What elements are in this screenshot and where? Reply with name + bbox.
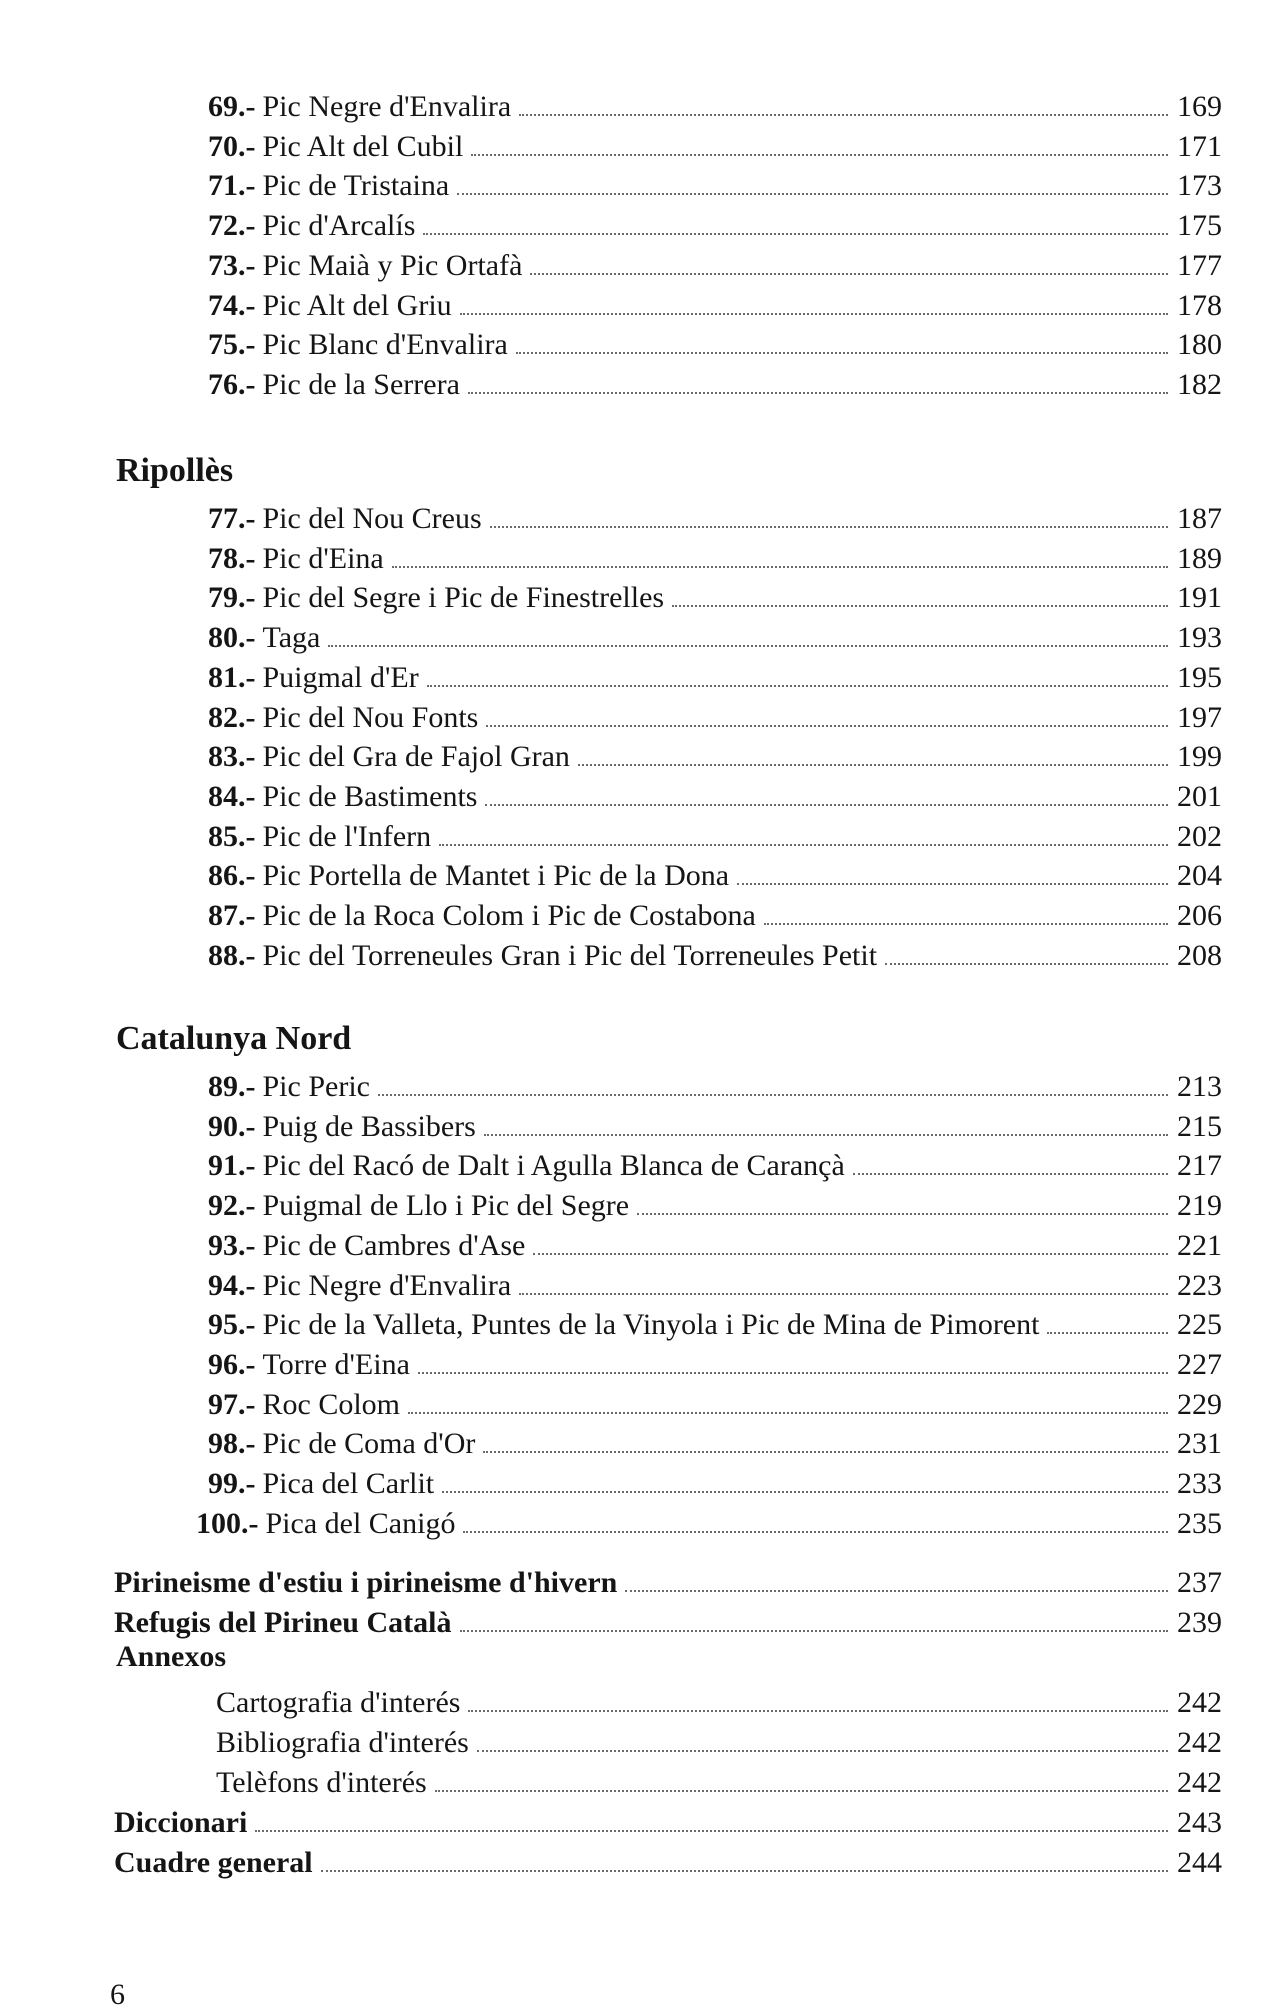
- toc-row[interactable]: [0, 695, 1284, 735]
- toc-row[interactable]: [0, 322, 1284, 362]
- toc-entry-number: 85.-: [208, 819, 256, 853]
- dot-leader: [1047, 1332, 1168, 1334]
- toc-label: Torre d'Eina: [262, 1347, 410, 1381]
- toc-page-number: 217: [1177, 1149, 1222, 1183]
- toc-label: Pic Alt del Cubil: [262, 129, 464, 163]
- toc-page-number: 191: [1177, 581, 1222, 615]
- toc-label: Pic del Gra de Fajol Gran: [262, 740, 570, 774]
- dot-leader: [392, 566, 1168, 568]
- toc-label: Pic del Nou Fonts: [262, 700, 479, 734]
- toc-entry-number: 82.-: [208, 700, 256, 734]
- toc-page-number: 221: [1177, 1228, 1222, 1262]
- dot-leader: [439, 844, 1168, 846]
- toc-row[interactable]: [0, 734, 1284, 774]
- toc-entry-number: 97.-: [208, 1387, 256, 1421]
- toc-label: Pic Alt del Griu: [262, 288, 452, 322]
- toc-row[interactable]: [0, 536, 1284, 576]
- toc-entry-number: 90.-: [208, 1109, 256, 1143]
- toc-entry-number: 79.-: [208, 581, 256, 615]
- toc-row-cuadre-general[interactable]: [0, 1840, 1284, 1880]
- dot-leader: [418, 1372, 1168, 1374]
- toc-page-number: 173: [1177, 169, 1222, 203]
- toc-row[interactable]: [0, 1461, 1284, 1501]
- toc-row[interactable]: [0, 814, 1284, 854]
- toc-entry-number: 76.-: [208, 367, 256, 401]
- toc-page-number: 242: [1177, 1766, 1222, 1799]
- section-heading-ripolles: Ripollès: [116, 452, 234, 489]
- toc-row[interactable]: [0, 1064, 1284, 1104]
- toc-page-number: 197: [1177, 700, 1222, 734]
- dot-leader: [255, 1830, 1168, 1832]
- toc-row[interactable]: [0, 84, 1284, 124]
- toc-label: Pic de Tristaina: [262, 169, 450, 203]
- toc-label: Pic de l'Infern: [262, 819, 432, 853]
- toc-label: Cuadre general: [114, 1846, 313, 1879]
- dot-leader: [485, 804, 1168, 806]
- toc-label: Taga: [262, 621, 321, 655]
- toc-row[interactable]: [0, 615, 1284, 655]
- dot-leader: [737, 883, 1168, 885]
- toc-row[interactable]: [0, 1342, 1284, 1382]
- toc-page-number: 242: [1177, 1686, 1222, 1719]
- toc-entry-number: 84.-: [208, 779, 256, 813]
- toc-label: Puigmal d'Er: [262, 660, 419, 694]
- toc-row-cartografia[interactable]: [0, 1680, 1284, 1720]
- toc-row-telefons[interactable]: [0, 1760, 1284, 1800]
- toc-label: Pic d'Arcalís: [262, 209, 416, 243]
- dot-leader: [637, 1213, 1168, 1215]
- toc-row[interactable]: [0, 893, 1284, 933]
- toc-entry-number: 96.-: [208, 1347, 256, 1381]
- toc-row-pirineisme[interactable]: [0, 1560, 1284, 1600]
- toc-page-number: 223: [1177, 1268, 1222, 1302]
- toc-row[interactable]: [0, 774, 1284, 814]
- toc-entry-number: 72.-: [208, 209, 256, 243]
- toc-entry-number: 73.-: [208, 248, 256, 282]
- toc-entry-number: 91.-: [208, 1149, 256, 1183]
- toc-entry-number: 93.-: [208, 1228, 256, 1262]
- toc-row[interactable]: [0, 362, 1284, 402]
- toc-label: Pic Blanc d'Envalira: [262, 328, 508, 362]
- toc-row[interactable]: [0, 1302, 1284, 1342]
- toc-page-number: 171: [1177, 129, 1222, 163]
- toc-label: Refugis del Pirineu Català: [114, 1606, 452, 1639]
- toc-label: Pirineisme d'estiu i pirineisme d'hivern: [114, 1566, 618, 1599]
- dot-leader: [435, 1790, 1168, 1792]
- dot-leader: [483, 1451, 1168, 1453]
- toc-label: Pic Negre d'Envalira: [262, 1268, 512, 1302]
- toc-entry-number: 99.-: [208, 1467, 256, 1500]
- toc-entry-number: 98.-: [208, 1427, 256, 1461]
- toc-label: Pic Peric: [262, 1070, 370, 1103]
- dot-leader: [427, 685, 1168, 687]
- section-heading-catalunya-nord: Catalunya Nord: [116, 1020, 352, 1057]
- toc-label: Pic del Racó de Dalt i Agulla Blanca de Carançà: [262, 1149, 845, 1183]
- toc-page-number: 177: [1177, 248, 1222, 282]
- toc-label: Pica del Canigó: [265, 1506, 456, 1540]
- dot-leader: [321, 1870, 1168, 1872]
- toc-entry-number: 70.-: [208, 129, 256, 163]
- toc-label: Pic Portella de Mantet i Pic de la Dona: [262, 859, 730, 893]
- dot-leader: [530, 273, 1168, 275]
- toc-entry-number: 88.-: [208, 938, 256, 972]
- toc-label: Pic del Nou Creus: [262, 502, 482, 535]
- toc-entry-number: 87.-: [208, 899, 256, 932]
- toc-row[interactable]: [0, 1223, 1284, 1263]
- toc-page-number: 229: [1177, 1387, 1222, 1421]
- toc-entry-number: 69.-: [208, 90, 256, 123]
- toc-page-number: 204: [1177, 859, 1222, 893]
- toc-row-diccionari[interactable]: [0, 1800, 1284, 1840]
- toc-row[interactable]: [0, 853, 1284, 893]
- toc-row[interactable]: [0, 243, 1284, 283]
- dot-leader: [853, 1173, 1168, 1175]
- toc-page-number: 213: [1177, 1070, 1222, 1103]
- toc-page-number: 233: [1177, 1467, 1222, 1500]
- toc-row-bibliografia[interactable]: [0, 1720, 1284, 1760]
- toc-page-number: 242: [1177, 1726, 1222, 1759]
- toc-page-number: 219: [1177, 1189, 1222, 1223]
- dot-leader: [328, 645, 1168, 647]
- dot-leader: [457, 193, 1168, 195]
- dot-leader: [490, 526, 1168, 528]
- toc-page-number: 225: [1177, 1308, 1222, 1342]
- toc-page-number: 206: [1177, 899, 1222, 932]
- toc-page-number: 231: [1177, 1427, 1222, 1461]
- dot-leader: [423, 233, 1168, 235]
- toc-row[interactable]: [0, 1104, 1284, 1144]
- toc-entry-number: 94.-: [208, 1268, 256, 1302]
- dot-leader: [460, 1630, 1169, 1632]
- toc-row[interactable]: [0, 163, 1284, 203]
- toc-page-number: 237: [1177, 1566, 1222, 1599]
- dot-leader: [378, 1094, 1168, 1096]
- dot-leader: [408, 1412, 1168, 1414]
- toc-label: Pic de la Serrera: [262, 367, 460, 401]
- toc-entry-number: 86.-: [208, 859, 256, 893]
- dot-leader: [672, 605, 1168, 607]
- toc-page-number: 215: [1177, 1109, 1222, 1143]
- toc-label: Pic de Coma d'Or: [262, 1427, 476, 1461]
- dot-leader: [533, 1253, 1168, 1255]
- toc-label: Roc Colom: [262, 1387, 401, 1421]
- dot-leader: [764, 923, 1168, 925]
- toc-label: Pic del Torreneules Gran i Pic del Torreneules Petit: [262, 938, 878, 972]
- dot-leader: [477, 1750, 1168, 1752]
- toc-page-number: 244: [1177, 1846, 1222, 1879]
- dot-leader: [460, 313, 1168, 315]
- toc-label: Pic de la Valleta, Puntes de la Vinyola i Pic de Mina de Pimorent: [262, 1308, 1040, 1342]
- toc-row[interactable]: [0, 933, 1284, 973]
- toc-row[interactable]: [0, 1501, 1284, 1541]
- toc-row[interactable]: [0, 1183, 1284, 1223]
- toc-label: Telèfons d'interés: [216, 1766, 427, 1799]
- toc-page-number: 208: [1177, 938, 1222, 972]
- toc-row[interactable]: [0, 496, 1284, 536]
- toc-row[interactable]: [0, 655, 1284, 695]
- toc-entry-number: 100.-: [196, 1506, 259, 1540]
- toc-entry-number: 74.-: [208, 288, 256, 322]
- toc-row[interactable]: [0, 1382, 1284, 1422]
- toc-row[interactable]: [0, 124, 1284, 164]
- toc-row[interactable]: [0, 283, 1284, 323]
- dot-leader: [468, 1710, 1168, 1712]
- toc-entry-number: 81.-: [208, 660, 256, 694]
- dot-leader: [519, 114, 1168, 116]
- toc-entry-number: 78.-: [208, 541, 256, 575]
- toc-label: Pic Maià y Pic Ortafà: [262, 248, 523, 282]
- toc-entry-number: 92.-: [208, 1189, 256, 1223]
- toc-row[interactable]: [0, 1263, 1284, 1303]
- annexos-heading: Annexos: [116, 1640, 227, 1673]
- toc-entry-number: 80.-: [208, 621, 256, 655]
- toc-label: Bibliografia d'interés: [216, 1726, 469, 1759]
- dot-leader: [519, 1293, 1168, 1295]
- toc-page-number: 180: [1177, 328, 1222, 362]
- toc-row[interactable]: [0, 1421, 1284, 1461]
- toc-label: Pic del Segre i Pic de Finestrelles: [262, 581, 665, 615]
- toc-row[interactable]: [0, 203, 1284, 243]
- toc-entry-number: 71.-: [208, 169, 256, 203]
- toc-page-number: 193: [1177, 621, 1222, 655]
- toc-row-refugis[interactable]: [0, 1600, 1284, 1640]
- dot-leader: [885, 963, 1168, 965]
- toc-label: Pic Negre d'Envalira: [262, 90, 512, 123]
- dot-leader: [625, 1590, 1168, 1592]
- toc-entry-number: 95.-: [208, 1308, 256, 1342]
- toc-entry-number: 83.-: [208, 740, 256, 774]
- toc-label: Cartografia d'interés: [216, 1686, 461, 1719]
- toc-page-number: 201: [1177, 779, 1222, 813]
- toc-page-number: 227: [1177, 1347, 1222, 1381]
- dot-leader: [471, 154, 1168, 156]
- toc-page-number: 235: [1177, 1506, 1222, 1540]
- toc-entry-number: 77.-: [208, 502, 256, 535]
- toc-entry-number: 75.-: [208, 328, 256, 362]
- dot-leader: [468, 392, 1168, 394]
- toc-label: Puigmal de Llo i Pic del Segre: [262, 1189, 630, 1223]
- toc-page-number: 189: [1177, 541, 1222, 575]
- toc-page-number: 169: [1177, 90, 1222, 123]
- toc-page-number: 182: [1177, 367, 1222, 401]
- toc-page-number: 178: [1177, 288, 1222, 322]
- toc-label: Pic de Cambres d'Ase: [262, 1228, 526, 1262]
- toc-label: Diccionari: [114, 1806, 248, 1839]
- toc-label: Puig de Bassibers: [262, 1109, 476, 1143]
- dot-leader: [578, 764, 1168, 766]
- toc-label: Pic de la Roca Colom i Pic de Costabona: [262, 899, 756, 932]
- dot-leader: [442, 1491, 1168, 1493]
- toc-row[interactable]: [0, 1143, 1284, 1183]
- toc-entry-number: 89.-: [208, 1070, 256, 1103]
- dot-leader: [516, 352, 1168, 354]
- toc-page-number: 239: [1177, 1606, 1222, 1639]
- dot-leader: [486, 725, 1168, 727]
- toc-page-number: 243: [1177, 1806, 1222, 1839]
- toc-page-number: 199: [1177, 740, 1222, 774]
- toc-page-number: 202: [1177, 819, 1222, 853]
- toc-page-number: 195: [1177, 660, 1222, 694]
- page-footer-number: 6: [110, 1978, 125, 2011]
- dot-leader: [484, 1134, 1168, 1136]
- toc-label: Pica del Carlit: [262, 1467, 435, 1500]
- toc-row[interactable]: [0, 575, 1284, 615]
- toc-label: Pic d'Eina: [262, 541, 384, 575]
- toc-page-number: 175: [1177, 209, 1222, 243]
- toc-label: Pic de Bastiments: [262, 779, 478, 813]
- toc-page-number: 187: [1177, 502, 1222, 535]
- dot-leader: [463, 1531, 1168, 1533]
